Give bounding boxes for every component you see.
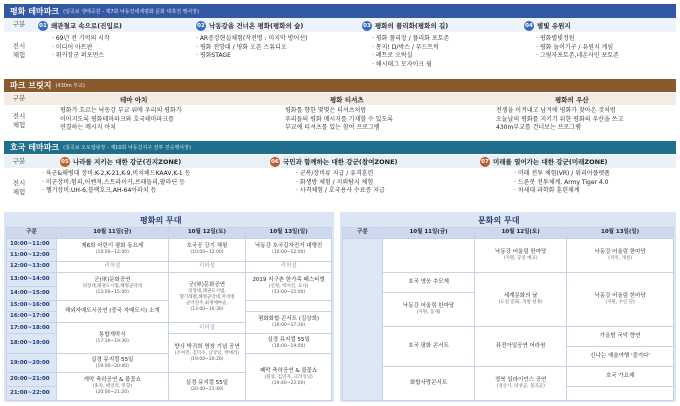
event-cell: 군(軍)문화공연 의장대,태권도시범, 헬기래펠,해병군악대,저격병 군악연주,최정예마술, (13:00~16:30) [168,272,246,322]
event-cell: 퓨전아일공연 어라원 [475,327,567,367]
event-cell: 리허설 [246,261,332,272]
zone-03-items: · 평화 플리장 / 플리화 포토존 · 통지! D/박스 / 푸드트럭 · 레트로 오락실 · 해시태그 모자이크 월 [372,35,450,69]
col-label: 구분 [7,228,57,239]
time-slot: 19:00~20:00 [7,353,57,372]
row-label: 전시 체험 [12,41,26,59]
event-cell: 호국공 강기 체험 (10:00~12:00) [168,239,246,262]
event-cell: 실경 뮤지컬 55일 (18:00~19:00) [246,334,332,353]
time-slot: 10:00~11:00 [7,239,57,250]
event-cell: 가을밤 국악 향연 [567,327,674,347]
col-label: 구분 [12,94,26,103]
event-cell: 2019 지구촌 한가족 페스티벌 (신청, 박서진, 요나) (13:00~15:00) [246,272,332,300]
zone-number-badge: 04 [525,22,533,29]
section-title: 파크 브릿지 [10,81,52,90]
time-slot: 11:00~12:00 [7,250,57,261]
event-cell: 제6회 어린이 평화 동요제 (10:00~12:00) [57,239,169,262]
culture-stage-table [342,227,674,401]
zone-07-items: · 미래 전투 체험(VR) / 워리어플랫폼 · 드론봇 전투체계, Army Tiger 4.0 · 차세대 과학화 훈련체계 [514,170,610,195]
event-cell: 호국 평화 콘서트 [383,327,475,367]
peace-tshirt-title: 평화 티셔츠 [330,95,364,104]
park-bridge-band [4,79,676,92]
zone-04-items: · 평화별빛정원 · 평화 놀이기구 / 유원지 게임 · 그림자포토존,네온사인 포토존 [536,35,619,60]
time-slot: 12:00~13:00 [7,261,57,272]
event-cell: 낙동강 어울림 한마당 (지원, 수인 단) [567,273,674,327]
event-cell: 낙동강 어울림 한마당 (지역, 개설) [567,239,674,273]
peace-theme-park-band [4,4,676,18]
event-cell: 호국 영웅 추모제 [383,273,475,293]
zone-02-title: 02 낙동강을 건너온 평화(평화의 숲) [197,22,304,30]
row-label: 전시 체험 [12,178,26,196]
col-label: 구분 [12,20,26,29]
event-cell: 향사 박귀희 명창 기념 공연 (조여진, 김덕수, 남상일, 박애리) (19:00~20:20) [168,334,246,373]
event-cell: 세계문화의 날 (도전 문화, 지원 설정) [475,273,567,327]
day-header: 10월 11일(금) [383,228,475,239]
zone-07-title: 07 미래를 열어가는 대한 강군(미래ZONE) [481,158,608,166]
section-subtitle: (430m 부교) [55,83,86,89]
zone-04-title: 04 별빛 유원지 [525,22,571,30]
section-title: 평화 테마파크 [10,6,60,16]
zone-number-badge: 03 [363,22,371,29]
event-cell: 군(軍)문화공연 의장대,태권도시범,해병군악대 (13:00~15:00) [57,272,169,300]
time-slot: 15:00~16:00 [7,300,57,311]
time-slot: 13:00~14:00 [7,272,57,286]
culture-stage-title: 문화의 무대 [478,216,520,225]
event-cell: 호국 가요제 [567,366,674,386]
event-cell: 통합개막식 (17:30~19:30) [57,323,169,354]
zone-03-title: 03 평화의 플리화(평화의 길) [363,22,449,30]
day-header: 10월 13일(일) [567,228,674,239]
time-slot: 18:00~19:00 [7,334,57,353]
event-cell: 실경 뮤지컬 55일 (20:40~21:40) [168,373,246,401]
peace-tshirt-text: 평화를 향한 몇몇은 티셔츠처럼 우리들의 평화 메시지를 기재할 수 있도록 부교에 티셔츠를 있는 참여 프로그램 [285,107,394,132]
event-cell: 리허설 [57,261,169,272]
zone-number-badge: 05 [61,158,69,165]
time-slot: 20:00~21:00 [7,373,57,387]
zone-number-badge: 07 [481,158,489,165]
zone-01-title: 01 왜관철교 속으로(진입로) [39,22,122,30]
event-cell: 낙동강 어울림 한마당 (지원, 동재) [383,292,475,326]
event-cell: 경북 일라이언스 공연 (경산시, 의성군, 칠곡군) [475,366,567,400]
section-title: 호국 테마파크 [10,143,60,152]
event-cell: 평화화합 콘서트 (김상희) (16:00~17:30) [246,311,332,334]
event-cell: 낙동강 호국길자전거 대행진 (10:00~12:00) [246,239,332,262]
event-cell: 신나는 예술여행 '즐거다' [567,346,674,366]
col-label: 구분 [343,228,383,239]
zone-number-badge: 02 [197,22,205,29]
section-subtitle: (임곡보 생태공원 - 제7회 낙동강세계평화 문화 대축전 행사장) [63,8,200,15]
zone-06-items: · 군복/장비류 지급 / 유격훈련 · 화생방 체험 / 지뢰탐지 체험 · 사격체험 / 호국용사 수료증 지급 [296,170,385,195]
event-cell: 개막 축하공연 & 불꽃쇼 (홍자, 에일리, 무향) (20:00~21:20) [57,373,169,401]
peace-stage-table [6,227,332,401]
theme-arch-title: 테마 아치 [120,95,148,104]
time-slot: 16:00~17:00 [7,311,57,322]
day-header: 10월 12일(토) [168,228,246,239]
day-header: 10월 12일(토) [475,228,567,239]
peace-umbrella-title: 평화의 우산 [555,95,589,104]
event-cell: 리허설 [168,323,246,334]
peace-umbrella-text: 전쟁을 이겨내고 남겨에 평화가 찾아온 것처럼 오늘날의 평화를 지키기 위한 평화의 우산을 쓰고 430m부교를 건너보는 프로그램 [496,107,624,132]
row-label: 전시 체험 [12,111,26,129]
event-cell: 해외자매도시공연 (중국 자매도시) 소개 [57,300,169,323]
event-cell: 폐막 축하공연 & 불꽃쇼 (휘성, 김연자, 크라잉넛) (19:40~22:00) [246,353,332,400]
zone-06-title: 06 국민과 함께하는 대한 강군(참여ZONE) [271,158,398,166]
time-slot: 17:00~18:00 [7,323,57,334]
time-slot: 21:00~22:00 [7,387,57,401]
theme-arch-text: 평화가 흐르는 낙동강 부교 위에 우리의 평화가 이어지도록 평화테마파크와 호국테마파크를 연결하는 메시지 아치 [60,107,182,132]
zone-05-items: · 육군&해병대 장비:K-2,K-21,K-9,비치헤드KAAV,K-1 등 · 미군장비:험피,어벤져,스트라이커,브래들리,팔라딘 등 · 헬기장비:UH-6,블랙호크,AH-64아파치 등 [42,170,191,195]
zone-01-items: · 69년 전 기억의 시작 · 미디어 아트판 · 워커장군 퍼포먼스 [52,35,110,60]
event-cell: 실경 뮤지컬 55일 (19:00~20:00) [57,353,169,372]
day-header: 10월 13일(일) [246,228,332,239]
zone-number-badge: 06 [271,158,279,165]
event-cell: 화합사랑콘서트 [383,366,475,400]
event-cell: 낙동강 어울림 한마당 (지원, 공연 예고) [475,239,567,273]
event-cell: 리허설 [168,261,246,272]
time-slot: 14:00~15:00 [7,286,57,300]
zone-number-badge: 01 [39,22,47,29]
peace-stage-title: 평화의 무대 [140,216,182,225]
col-label: 구분 [12,156,26,165]
day-header: 10월 11일(금) [57,228,169,239]
zone-05-title: 05 나라를 지키는 대한 강군(진지ZONE) [61,158,182,166]
zone-02-items: · AR증강현실체험(작전명 : 미지막 방어선) · 평화 전망대 / 평화 오픈 스튜디오 · 평화STAGE [196,35,308,60]
section-subtitle: (칠곡보 오토캠핑장 - 제10회 낙동강지구 전투 전승행사장) [63,145,192,151]
defense-theme-park-band [4,141,676,154]
